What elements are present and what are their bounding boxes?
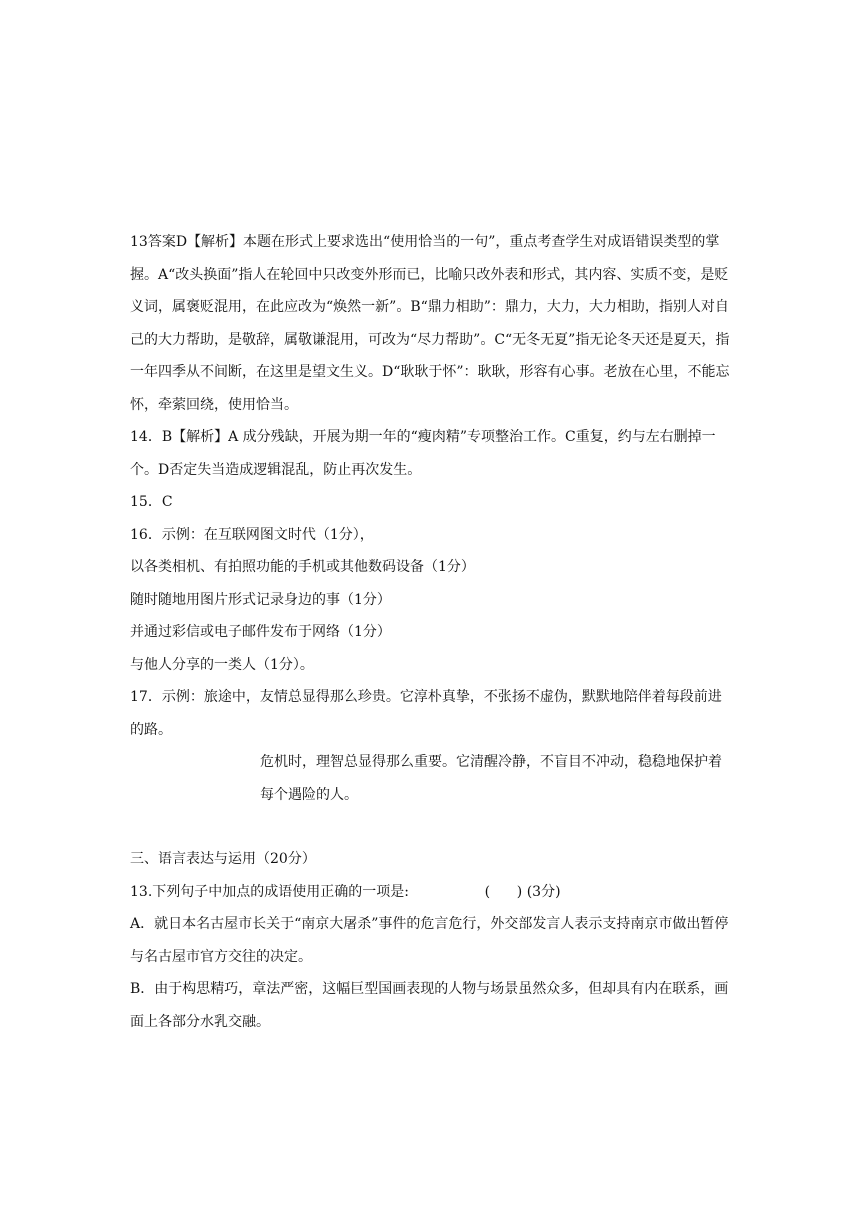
- answer-17-line-1: 17．示例：旅途中，友情总显得那么珍贵。它淳朴真挚，不张扬不虚伪，默默地陪伴着每段前进的路。: [130, 689, 722, 738]
- answer-16-line: 16．示例：在互联网图文时代（1分），: [130, 526, 374, 543]
- answer-14: 14．B【解析】A 成分残缺，开展为期一年的“瘦肉精”专项整治工作。C重复，约与左右删掉一个。D否定失当造成逻辑混乱，防止再次发生。: [130, 429, 716, 478]
- question-13-option-b: B．由于构思精巧，章法严密，这幅巨型国画表现的人物与场景虽然众多，但却具有内在联系，画面上各部分水乳交融。: [130, 981, 729, 1030]
- answer-16-line: 并通过彩信或电子邮件发布于网络（1分）: [130, 624, 391, 640]
- document-body: [130, 226, 732, 1038]
- question-13-option-a: A．就日本名古屋市长关于“南京大屠杀”事件的危言危行，外交部发言人表示支持南京市做出暂停与名古屋市官方交往的决定。: [130, 916, 729, 965]
- spacer: [130, 811, 732, 843]
- answer-13: 13答案D【解析】本题在形式上要求选出“使用恰当的一句”，重点考查学生对成语错误类型的掌握。A“改头换面”指人在轮回中只改变外形而已，比喻只改外表和形式，其内容、实质不变，是贬义词，属褒贬混用，在此应改为“焕然一新”。B“鼎力相助”：鼎力，大力，大力相助，指别人对自己的大力帮助，是敬辞，属敬谦混用，可改为“尽力帮助”。C“无冬无夏”指无论冬天还是夏天，指一年四季从不间断，在这里是望文生义。D“耿耿于怀”：耿耿，形容有心事。老放在心里，不能忘怀，牵萦回绕，使用恰当。: [130, 234, 730, 413]
- section-title: 三、语言表达与运用（20分）: [130, 851, 316, 867]
- answer-16-line: 随时随地用图片形式记录身边的事（1分）: [130, 591, 391, 608]
- answer-17-line-2: 危机时，理智总显得那么重要。它清醒冷静，不盲目不冲动，稳稳地保护着每个遇险的人。: [260, 754, 722, 803]
- answer-16-line: 以各类相机、有拍照功能的手机或其他数码设备（1分）: [130, 559, 475, 575]
- answer-15: 15．C: [130, 494, 173, 510]
- answer-16-line: 与他人分享的一类人（1分）。: [130, 656, 314, 673]
- question-13: 13.下列句子中加点的成语使用正确的一项是: ( ) (3分): [130, 883, 561, 900]
